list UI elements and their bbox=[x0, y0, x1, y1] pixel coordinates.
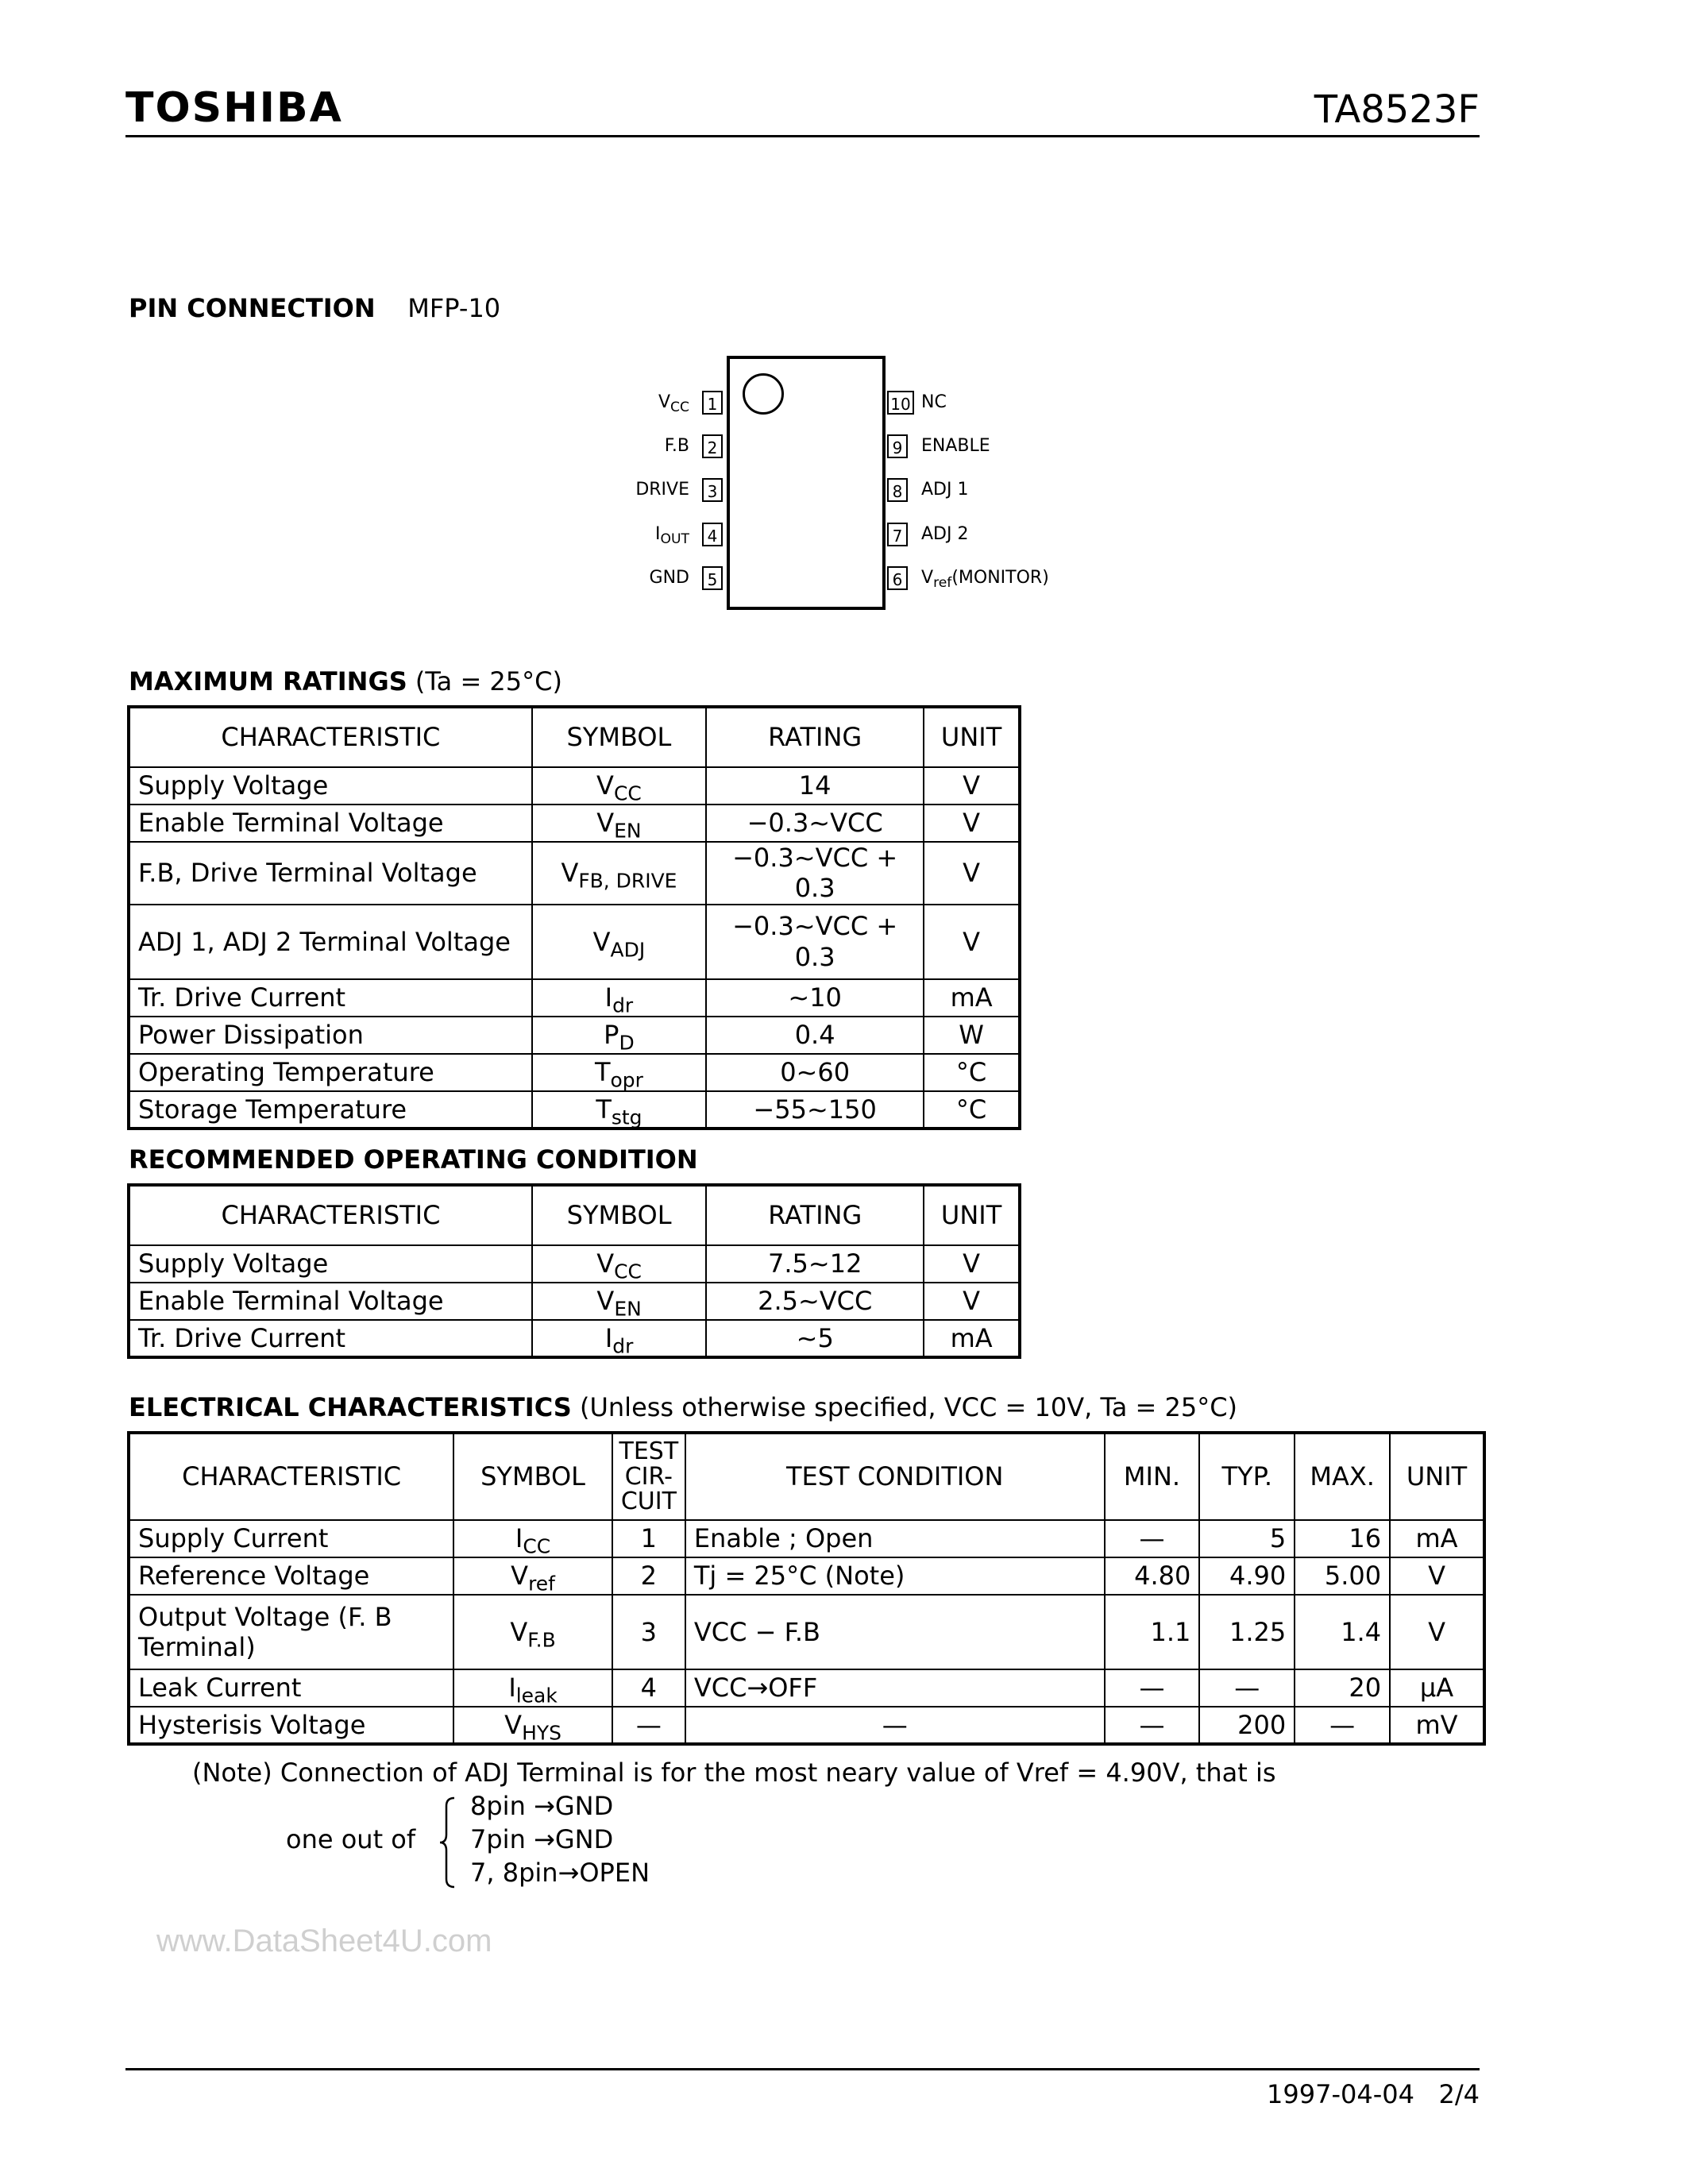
max-ratings-table bbox=[127, 705, 1021, 1130]
symbol-text: I bbox=[508, 1673, 516, 1704]
electrical-heading: ELECTRICAL CHARACTERISTICS (Unless otherwise specified, VCC = 10V, Ta = 25°C) bbox=[129, 1392, 1238, 1422]
unit-cell: μA bbox=[1390, 1669, 1484, 1707]
symbol-subscript: EN bbox=[614, 1297, 642, 1321]
unit-cell: °C bbox=[924, 1054, 1020, 1091]
unit-cell: mA bbox=[1390, 1520, 1484, 1557]
characteristic-cell: Output Voltage (F. B Terminal) bbox=[129, 1595, 453, 1669]
rating-cell: ~10 bbox=[706, 979, 924, 1017]
footer-page: 2/4 bbox=[1438, 2079, 1480, 2109]
pin-name: V bbox=[658, 392, 671, 412]
pin-number-box: 8 bbox=[887, 478, 908, 502]
max-ratings-heading: MAXIMUM RATINGS (Ta = 25°C) bbox=[129, 666, 562, 696]
col-unit: UNIT bbox=[924, 707, 1020, 767]
symbol-text: V bbox=[596, 770, 614, 801]
footer bbox=[1267, 2079, 1480, 2109]
table-row bbox=[129, 767, 1020, 805]
symbol-subscript: ADJ bbox=[610, 938, 646, 962]
characteristic-cell: F.B, Drive Terminal Voltage bbox=[129, 842, 532, 905]
symbol-cell bbox=[453, 1557, 612, 1595]
symbol-cell bbox=[532, 1283, 706, 1320]
symbol-cell bbox=[532, 1320, 706, 1357]
symbol-subscript: FB, DRIVE bbox=[578, 869, 677, 893]
recommended-table bbox=[127, 1183, 1021, 1359]
symbol-subscript: leak bbox=[515, 1684, 558, 1707]
unit-cell: V bbox=[924, 842, 1020, 905]
typ-cell: 200 bbox=[1199, 1707, 1295, 1744]
unit-cell: V bbox=[1390, 1595, 1484, 1669]
pin-name-subscript: OUT bbox=[660, 531, 689, 548]
col-unit: UNIT bbox=[1390, 1433, 1484, 1520]
pin-name-subscript: CC bbox=[670, 399, 689, 416]
left-pin-label bbox=[594, 568, 689, 588]
col-symbol: SYMBOL bbox=[453, 1433, 612, 1520]
table-row bbox=[129, 1054, 1020, 1091]
table-row bbox=[129, 805, 1020, 842]
symbol-cell bbox=[532, 842, 706, 905]
symbol-subscript: ref bbox=[528, 1572, 555, 1596]
pin-name: F.B bbox=[664, 436, 689, 456]
symbol-subscript: EN bbox=[614, 819, 642, 843]
symbol-text: V bbox=[596, 1248, 615, 1279]
table-row bbox=[129, 1520, 1484, 1557]
pin-name: I bbox=[654, 524, 661, 544]
symbol-text: I bbox=[604, 982, 613, 1013]
rating-cell: 7.5~12 bbox=[706, 1245, 924, 1283]
table-row bbox=[129, 1595, 1484, 1669]
characteristic-cell: Enable Terminal Voltage bbox=[129, 1283, 532, 1320]
unit-cell: V bbox=[924, 767, 1020, 805]
left-pin-label bbox=[594, 436, 689, 456]
characteristic-cell: ADJ 1, ADJ 2 Terminal Voltage bbox=[129, 905, 532, 979]
characteristic-cell: Tr. Drive Current bbox=[129, 1320, 532, 1357]
pin-number-box: 9 bbox=[887, 434, 908, 458]
table-row bbox=[129, 1245, 1020, 1283]
test-circuit-cell: 2 bbox=[612, 1557, 685, 1595]
symbol-text: V bbox=[592, 926, 611, 957]
characteristic-cell: Leak Current bbox=[129, 1669, 453, 1707]
symbol-subscript: CC bbox=[613, 781, 642, 805]
col-characteristic: CHARACTERISTIC bbox=[129, 1433, 453, 1520]
typ-cell: 5 bbox=[1199, 1520, 1295, 1557]
symbol-subscript: stg bbox=[611, 1106, 642, 1129]
col-typ: TYP. bbox=[1199, 1433, 1295, 1520]
table-row bbox=[129, 1669, 1484, 1707]
rating-cell: −0.3~VCC + 0.3 bbox=[706, 905, 924, 979]
pin1-marker bbox=[743, 373, 784, 415]
symbol-cell bbox=[453, 1595, 612, 1669]
rating-cell: ~5 bbox=[706, 1320, 924, 1357]
pin-number-box: 6 bbox=[887, 566, 908, 590]
symbol-text: V bbox=[510, 1616, 528, 1647]
symbol-text: V bbox=[596, 1286, 615, 1317]
unit-cell: V bbox=[924, 1283, 1020, 1320]
recommended-header-row bbox=[129, 1185, 1020, 1245]
test-condition-cell: Enable ; Open bbox=[685, 1520, 1105, 1557]
footer-date: 1997-04-04 bbox=[1267, 2079, 1414, 2109]
symbol-cell bbox=[532, 1091, 706, 1129]
characteristic-cell: Power Dissipation bbox=[129, 1017, 532, 1054]
max-cell: 1.4 bbox=[1295, 1595, 1390, 1669]
note-brace bbox=[438, 1796, 456, 1889]
right-pin-label bbox=[921, 524, 968, 544]
left-pin-label bbox=[594, 392, 689, 416]
rating-cell: 14 bbox=[706, 767, 924, 805]
pin-connection-heading: PIN CONNECTION MFP-10 bbox=[129, 293, 501, 323]
symbol-subscript: opr bbox=[610, 1068, 643, 1092]
symbol-cell bbox=[532, 979, 706, 1017]
electrical-table bbox=[127, 1431, 1486, 1746]
characteristic-cell: Enable Terminal Voltage bbox=[129, 805, 532, 842]
left-pin-label bbox=[594, 480, 689, 500]
max-cell: 5.00 bbox=[1295, 1557, 1390, 1595]
right-pin-label bbox=[921, 568, 1049, 592]
symbol-text: T bbox=[594, 1057, 611, 1088]
characteristic-cell: Tr. Drive Current bbox=[129, 979, 532, 1017]
col-test-circuit: TEST CIR-CUIT bbox=[612, 1433, 685, 1520]
unit-cell: V bbox=[924, 1245, 1020, 1283]
test-condition-cell: — bbox=[685, 1707, 1105, 1744]
min-cell: — bbox=[1105, 1669, 1200, 1707]
symbol-text: I bbox=[515, 1523, 523, 1554]
table-row bbox=[129, 1557, 1484, 1595]
pin-name: ADJ 1 bbox=[921, 480, 969, 500]
min-cell: — bbox=[1105, 1520, 1200, 1557]
symbol-cell bbox=[532, 1054, 706, 1091]
min-cell: 1.1 bbox=[1105, 1595, 1200, 1669]
typ-cell: 4.90 bbox=[1199, 1557, 1295, 1595]
unit-cell: mV bbox=[1390, 1707, 1484, 1744]
right-pin-label bbox=[921, 392, 947, 412]
min-cell: — bbox=[1105, 1707, 1200, 1744]
max-cell: — bbox=[1295, 1707, 1390, 1744]
ic-package-body bbox=[727, 356, 886, 610]
rating-cell: −55~150 bbox=[706, 1091, 924, 1129]
symbol-subscript: D bbox=[619, 1031, 635, 1055]
symbol-cell bbox=[532, 1245, 706, 1283]
symbol-cell bbox=[453, 1707, 612, 1744]
table-row bbox=[129, 1091, 1020, 1129]
brace-icon bbox=[438, 1796, 456, 1889]
symbol-subscript: dr bbox=[612, 1334, 634, 1358]
test-condition-cell: VCC→OFF bbox=[685, 1669, 1105, 1707]
note-prefix: one out of bbox=[286, 1824, 416, 1854]
unit-cell: mA bbox=[924, 1320, 1020, 1357]
table-row bbox=[129, 905, 1020, 979]
table-row bbox=[129, 979, 1020, 1017]
max-cell: 20 bbox=[1295, 1669, 1390, 1707]
table-row bbox=[129, 1707, 1484, 1744]
characteristic-cell: Reference Voltage bbox=[129, 1557, 453, 1595]
pin-name: DRIVE bbox=[635, 480, 689, 500]
brand-logo: TOSHIBA bbox=[125, 84, 343, 132]
symbol-cell bbox=[532, 805, 706, 842]
table-row bbox=[129, 1017, 1020, 1054]
max-cell: 16 bbox=[1295, 1520, 1390, 1557]
symbol-text: P bbox=[604, 1020, 619, 1051]
symbol-cell bbox=[453, 1669, 612, 1707]
unit-cell: mA bbox=[924, 979, 1020, 1017]
pin-number-box: 7 bbox=[887, 523, 908, 546]
rating-cell: 0~60 bbox=[706, 1054, 924, 1091]
recommended-heading: RECOMMENDED OPERATING CONDITION bbox=[129, 1144, 698, 1175]
note-option-3: 7, 8pin→OPEN bbox=[470, 1858, 650, 1888]
symbol-subscript: dr bbox=[612, 994, 634, 1017]
right-pin-label bbox=[921, 480, 968, 500]
typ-cell: 1.25 bbox=[1199, 1595, 1295, 1669]
pin-name-suffix: (MONITOR) bbox=[951, 568, 1049, 588]
pin-number-box: 5 bbox=[702, 566, 723, 590]
unit-cell: V bbox=[1390, 1557, 1484, 1595]
rating-cell: −0.3~VCC + 0.3 bbox=[706, 842, 924, 905]
characteristic-cell: Supply Voltage bbox=[129, 767, 532, 805]
symbol-text: T bbox=[596, 1094, 612, 1125]
unit-cell: W bbox=[924, 1017, 1020, 1054]
col-characteristic: CHARACTERISTIC bbox=[129, 707, 532, 767]
rating-cell: 2.5~VCC bbox=[706, 1283, 924, 1320]
pin-number-box: 3 bbox=[702, 478, 723, 502]
col-max: MAX. bbox=[1295, 1433, 1390, 1520]
pin-name: ENABLE bbox=[921, 436, 990, 456]
characteristic-cell: Storage Temperature bbox=[129, 1091, 532, 1129]
test-condition-cell: Tj = 25°C (Note) bbox=[685, 1557, 1105, 1595]
pin-number-box: 10 bbox=[887, 391, 914, 415]
table-row bbox=[129, 1320, 1020, 1357]
pin-number-box: 1 bbox=[702, 391, 723, 415]
max-ratings-header-row bbox=[129, 707, 1020, 767]
typ-cell: — bbox=[1199, 1669, 1295, 1707]
symbol-text: V bbox=[511, 1561, 529, 1592]
characteristic-cell: Operating Temperature bbox=[129, 1054, 532, 1091]
symbol-cell bbox=[453, 1520, 612, 1557]
characteristic-cell: Supply Current bbox=[129, 1520, 453, 1557]
col-characteristic: CHARACTERISTIC bbox=[129, 1185, 532, 1245]
part-number: TA8523F bbox=[1314, 87, 1480, 132]
pin-number-box: 4 bbox=[702, 523, 723, 546]
table-row bbox=[129, 842, 1020, 905]
right-pin-label bbox=[921, 436, 990, 456]
watermark: www.DataSheet4U.com bbox=[156, 1924, 492, 1958]
col-test-condition: TEST CONDITION bbox=[685, 1433, 1105, 1520]
unit-cell: V bbox=[924, 905, 1020, 979]
note-option-2: 7pin →GND bbox=[470, 1824, 614, 1854]
characteristic-cell: Hysterisis Voltage bbox=[129, 1707, 453, 1744]
adj-note: (Note) Connection of ADJ Terminal is for the most neary value of Vref = 4.90V, that is bbox=[192, 1758, 1276, 1788]
symbol-cell bbox=[532, 767, 706, 805]
symbol-subscript: CC bbox=[523, 1534, 551, 1558]
pin-name-subscript: ref bbox=[933, 575, 952, 592]
rating-cell: 0.4 bbox=[706, 1017, 924, 1054]
pin-name: V bbox=[921, 568, 934, 588]
symbol-text: I bbox=[604, 1322, 613, 1353]
symbol-subscript: CC bbox=[614, 1260, 642, 1283]
col-rating: RATING bbox=[706, 707, 924, 767]
footer-rule bbox=[125, 2068, 1480, 2070]
pin-name: GND bbox=[649, 568, 689, 588]
test-circuit-cell: 4 bbox=[612, 1669, 685, 1707]
symbol-text: V bbox=[504, 1709, 523, 1740]
characteristic-cell: Supply Voltage bbox=[129, 1245, 532, 1283]
electrical-header-row bbox=[129, 1433, 1484, 1520]
pin-number-box: 2 bbox=[702, 434, 723, 458]
symbol-text: V bbox=[596, 808, 615, 839]
test-condition-cell: VCC − F.B bbox=[685, 1595, 1105, 1669]
min-cell: 4.80 bbox=[1105, 1557, 1200, 1595]
left-pin-label bbox=[594, 524, 689, 548]
pin-name: NC bbox=[921, 392, 947, 412]
rating-cell: −0.3~VCC bbox=[706, 805, 924, 842]
unit-cell: °C bbox=[924, 1091, 1020, 1129]
symbol-text: V bbox=[561, 858, 579, 889]
test-circuit-cell: 3 bbox=[612, 1595, 685, 1669]
col-symbol: SYMBOL bbox=[532, 707, 706, 767]
unit-cell: V bbox=[924, 805, 1020, 842]
pin-name: ADJ 2 bbox=[921, 524, 969, 544]
col-min: MIN. bbox=[1105, 1433, 1200, 1520]
test-circuit-cell: 1 bbox=[612, 1520, 685, 1557]
col-rating: RATING bbox=[706, 1185, 924, 1245]
table-row bbox=[129, 1283, 1020, 1320]
symbol-subscript: HYS bbox=[522, 1721, 561, 1745]
header-rule bbox=[125, 135, 1480, 137]
col-symbol: SYMBOL bbox=[532, 1185, 706, 1245]
symbol-subscript: F.B bbox=[527, 1628, 556, 1652]
symbol-cell bbox=[532, 1017, 706, 1054]
test-circuit-cell: — bbox=[612, 1707, 685, 1744]
note-option-1: 8pin →GND bbox=[470, 1791, 614, 1821]
col-unit: UNIT bbox=[924, 1185, 1020, 1245]
symbol-cell bbox=[532, 905, 706, 979]
